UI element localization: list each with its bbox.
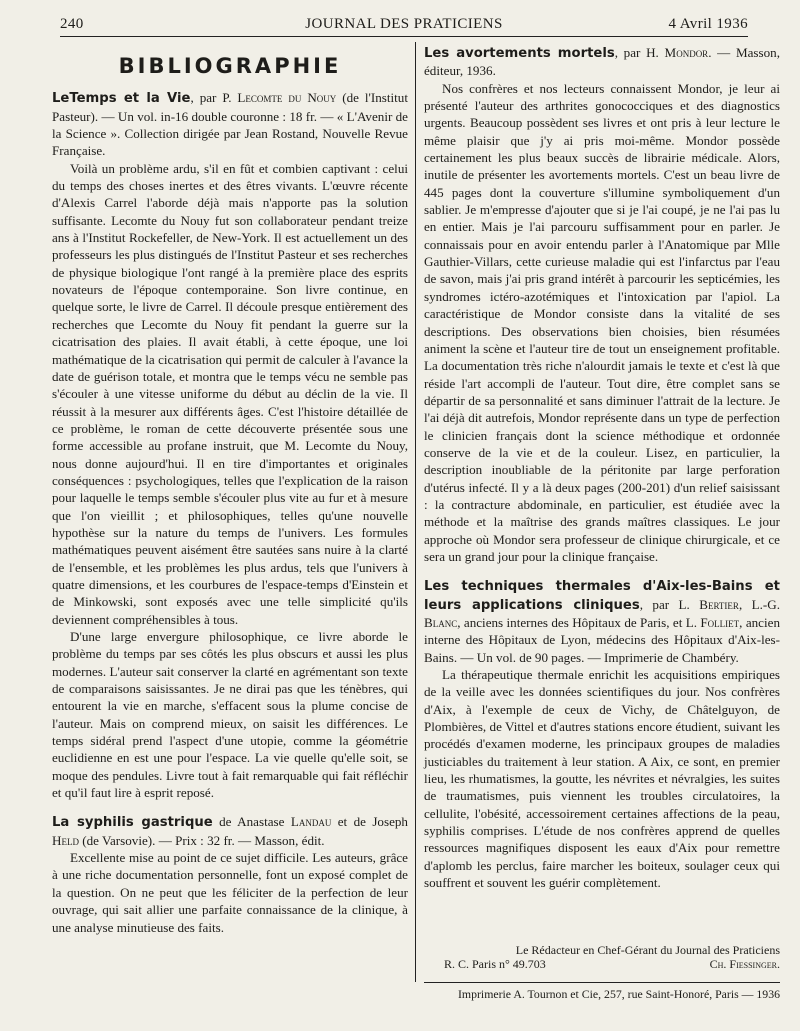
header-rule <box>60 36 748 37</box>
running-header <box>60 12 748 36</box>
review-paragraph: Excellente mise au point de ce sujet difficile. Les auteurs, grâce à une riche documentation personnelle, font un exposé complet de la question. On ne peut que les féliciter de la perfection de leur ouvrage, qui sait allier une parfaite connaissance de la clinique, à une analyse minutieuse des faits. <box>52 850 408 935</box>
journal-title: JOURNAL DES PRATICIENS <box>305 16 503 32</box>
entry-author: Lecomte du Nouy <box>237 90 337 106</box>
entry-title: Les avortements mortels <box>424 46 615 61</box>
entry-reference: Les techniques thermales d'Aix-les-Bains et leurs applications cliniques, par L. Bertier, L.-G. Blanc, anciens internes des Hôpitaux de Paris, et L. Folliet, ancien interne des Hôpitaux de Lyon, médecins des Hôpitaux d'Aix-les-Bains. — Un vol. de 90 pages. — Imprimerie de Chambéry. <box>424 579 780 665</box>
entry-author: Mondor <box>664 45 709 60</box>
entry-author: Landau <box>290 814 332 830</box>
section-title: BIBLIOGRAPHIE <box>118 54 342 78</box>
review-paragraph: Nos confrères et nos lecteurs connaissent Mondor, je leur ai présenté l'auteur des arthrites gonococciques et des diagnostics urgents. Beaucoup possèdent ses livres et ont pris à leur lecture le même plaisir que j'y ai pris moi-même. Mondor possède certainement les plus beaux succès de librairie médicale. Alors, inutile de présenter les avortements mortels. C'est un beau livre de 445 pages dont la couverture s'illumine symboliquement d'un sablier. Je m'empresse d'ajouter que si je l'ai coupé, je ne l'ai pas lu en entier. Mais je l'ai parcouru suffisamment pour en parler. Je connaissais pour en avoir entendu parler à l'Anatomique par Mlle Gauthier-Villars, cette curieuse maladie qui est l'infarctus par l'eau de savon, mais j'ai pris grand intérêt à parcourir les septicémies, les syndromes ictéro-azotémiques et l'intoxication par l'apiol. La caractéristique de Mondor consiste dans la vitalité de ses descriptions. Des observations bien choisies, bien résumées animent la scène et l'auteur tire de tout un enseignement profitable. La documentation très riche n'alourdit jamais le texte et c'est là que réside l'art accompli de l'auteur. Tout dire, être complet sans se départir de sa personnalité et sans diminuer l'attrait de la lecture. Je l'ai déjà dit autrefois, Mondor représente dans un type de perfection le clinicien français dont la science méthodique et ordonnée conserve de la vie et de la couleur. Lisez, en particulier, la description inoubliable de la péritonite par large perforation d'utérus infecté. Il y a là deux pages (200-201) d'un relief saisissant : la contracture abdominale, en particulier, est étudiée avec la méthode et la maîtrise des grands maîtres classiques. Le jour approche où Mondor sera professeur de clinique chirurgicale, et ce sera un grand jour pour la clinique française. <box>424 80 780 564</box>
entry-reference: LeTemps et la Vie, par P. Lecomte du Nouy (de l'Institut Pasteur). — Un vol. in-16 double couronne : 18 fr. — « L'Avenir de la Science ». Collection dirigée par Jean Rostand, Nouvelle Revue Française. <box>52 90 408 159</box>
registration-number: R. C. Paris n° 49.703 <box>444 957 546 971</box>
left-column <box>52 44 408 936</box>
review-paragraph: D'une large envergure philosophique, ce livre aborde le problème du temps par ses côtés les plus obscurs et aussi les plus modernes. L'auteur sait conserver la clarté en agrémentant son texte de comparaisons saisissantes. Je ne dirai pas que les ténèbres, qui entourent la vie en marche, s'effacent sous la plume concise de l'auteur. Mais on comprend mieux, on saisit les différences. Le temps sidéral prend l'aspect d'une utopie, comme la géométrie euclidienne en est une pour l'espace. La vie quelle qu'elle soit, se moque des pendules. Livre tout à fait remarquable qui fait réfléchir et qu'il faut lire à esprit reposé. <box>52 629 408 801</box>
footer-rule <box>424 982 780 983</box>
printer-imprint: Imprimerie A. Tournon et Cie, 257, rue Saint-Honoré, Paris — 1936 <box>457 987 780 1001</box>
column-divider <box>415 42 416 982</box>
entry-author: Bertier <box>699 596 739 612</box>
entry-title: LeTemps et la Vie <box>52 91 191 107</box>
review-paragraph: Voilà un problème ardu, s'il en fût et combien captivant : celui du temps des choses inertes et des êtres vivants. L'œuvre récente d'Alexis Carrel l'aborde déjà mais n'apporte pas la solution suffisante. Lecomte du Nouy fut son collaborateur pendant treize ans à l'Institut Rockefeller, de New-York. Il est actuellement un des professeurs les plus distingués de l'Institut Pasteur et ses recherches de physique biologique l'ont rangé à la première place des esprits novateurs de l'époque contemporaine. Son livre continue, en quelque sorte, le livre de Carrel. Il découle presque entièrement des recherches que Lecomte du Nouy fit pendant la guerre sur la cicatrisation des plaies. Il avait établi, à cette époque, une loi mathématique de la cicatrisation qui permit de calculer à l'avance la date de guérison totale, et montra que le temps vécu ne semble pas s'écouler à une vitesse uniforme du début au déclin de la vie. Il réussit à la mesurer aux différents âges. C'est l'histoire détaillée de ce problème, le roman de cette découverte présentée sous une forme accessible au profane instruit, que M. Lecomte du Nouy, nous donne aujourd'hui. Il en tire d'importantes et originales conséquences : psychologiques, telles que l'explication de la raison pour laquelle le temps semble s'écouler plus vite au fur et à mesure que l'on vieillit ; et philosophiques, telles qu'une nouvelle hypothèse sur la nature du temps de l'univers. Les formules mathématiques peuvent aisément être sautées sans nuire à la clarté de l'ensemble, et les problèmes les plus ardus, tels que l'univers à quatre dimensions, et les courbures de l'espace-temps d'Einstein et de Minkowski, sont exposés avec une telle simplicité qu'ils deviennent compréhensibles à tous. <box>52 160 408 627</box>
review-paragraph: La thérapeutique thermale enrichit les acquisitions empiriques de la veille avec les données scientifiques du jour. Nos confrères d'Aix, à l'exemple de ceux de Vichy, de Châtelguyon, de Plombières, de Vittel et d'autres stations encore étudient, suivant les procédés d'examen moderne, les principaux groupes de maladies justiciables du traitement à leur station. A Aix, ce sont, en premier lieu, les rhumatismes, la goutte, les névrites et névralgies, les suites de traumatismes, puis viennent les troubles circulatoires, la cellulite, l'obésité, accessoirement certaines affections de la peau, syphilis comprises. L'étude de nos confrères apprend de quelles ressources magnifiques disposent les eaux d'Aix pour remettre d'aplomb les perclus, faire marcher les boiteux, soulager ceux qui souffrent et souvent les guérir complètement. <box>424 667 780 891</box>
entry-reference: La syphilis gastrique de Anastase Landau et de Joseph Held (de Varsovie). — Prix : 32 fr. — Masson, édit. <box>52 814 408 848</box>
page-number: 240 <box>60 16 84 32</box>
issue-date: 4 Avril 1936 <box>668 16 748 32</box>
entry-author: Held <box>52 832 79 848</box>
entry-author: Blanc <box>424 615 458 630</box>
editor-name: Ch. Fiessinger. <box>709 957 780 971</box>
editor-line: Le Rédacteur en Chef-Gérant du Journal des Praticiens <box>515 943 780 957</box>
right-column <box>424 44 780 892</box>
entry-reference: Les avortements mortels, par H. Mondor. — Masson, éditeur, 1936. <box>424 45 780 79</box>
entry-title: La syphilis gastrique <box>52 815 213 831</box>
entry-author: Folliet <box>700 615 740 630</box>
editor-signature <box>424 943 780 971</box>
entry-title: Les techniques thermales d'Aix-les-Bains et leurs applications cliniques <box>424 579 780 613</box>
